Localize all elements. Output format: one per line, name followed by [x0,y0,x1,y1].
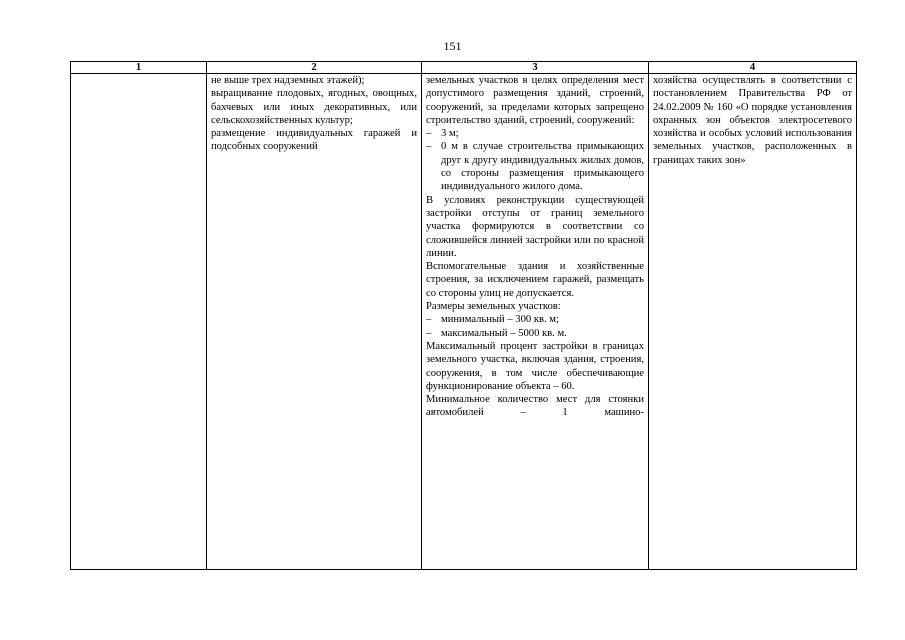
setback-item-text: 3 м; [441,128,459,140]
power-grid-zones-text: хозяйства осуществлять в соответствии с постановлением Правительства РФ от 24.02.2009 № 160 «О порядке установления охранных зон объектов электросетевого хозяйства и особых условий использования земельных участков, расположенных в границах таких зон» [653,75,852,166]
plot-sizes-list [426,313,644,340]
plot-size-text: минимальный – 300 кв. м; [441,314,559,326]
reconstruction-text: В условиях реконструкции существующей застройки отступы от границ земельного участка формируются в соответствии со сложившейся линией застройки или по красной линии. [426,194,644,259]
column-header-2: 2 [207,62,422,74]
list-item [426,140,644,193]
column-header-1: 1 [71,62,207,74]
dash-bullet: – [426,128,432,140]
regulations-table [70,61,857,570]
cell-col2 [207,74,422,570]
plot-size-text: максимальный – 5000 кв. м. [441,327,567,339]
permitted-use-cultivation: выращивание плодовых, ягодных, овощных, бахчевых или иных декоративных, или сельскохозяйственных культур; [211,88,417,126]
dash-bullet: – [426,327,432,339]
permitted-use-garages: размещение индивидуальных гаражей и подсобных сооружений [211,128,417,153]
table-header-row [71,62,857,74]
setback-list [426,127,644,193]
setback-item-text: 0 м в случае строительства примыкающих друг к другу индивидуальных жилых домов, со стороны размещения примыкающего индивидуального жилого дома. [441,141,644,193]
max-building-percent-text: Максимальный процент застройки в границах земельного участка, включая здания, строения, сооружения, в том числе обеспечивающие функционирование объекта – 60. [426,340,644,392]
cell-col1 [71,74,207,570]
cell-col3 [422,74,649,570]
parking-text: Минимальное количество мест для стоянки автомобилей – 1 машино- [426,394,644,419]
column-header-3: 3 [422,62,649,74]
dash-bullet: – [426,314,432,326]
page-number: 151 [443,39,462,53]
list-item [426,127,644,140]
permitted-use-floors: не выше трех надземных этажей); [211,75,365,86]
list-item [426,327,644,340]
plot-sizes-heading: Размеры земельных участков: [426,301,561,313]
table-row [71,74,857,570]
column-header-4: 4 [649,62,857,74]
dash-bullet: – [426,141,432,153]
setback-intro: земельных участков в целях определения мест допустимого размещения зданий, строений, сооружений, за пределами которых запрещено строительство зданий, строений, сооружений: [426,75,644,126]
list-item [426,313,644,326]
auxiliary-buildings-text: Вспомогательные здания и хозяйственные строения, за исключением гаражей, размещать со стороны улиц не допускается. [426,261,644,299]
cell-col4 [649,74,857,570]
